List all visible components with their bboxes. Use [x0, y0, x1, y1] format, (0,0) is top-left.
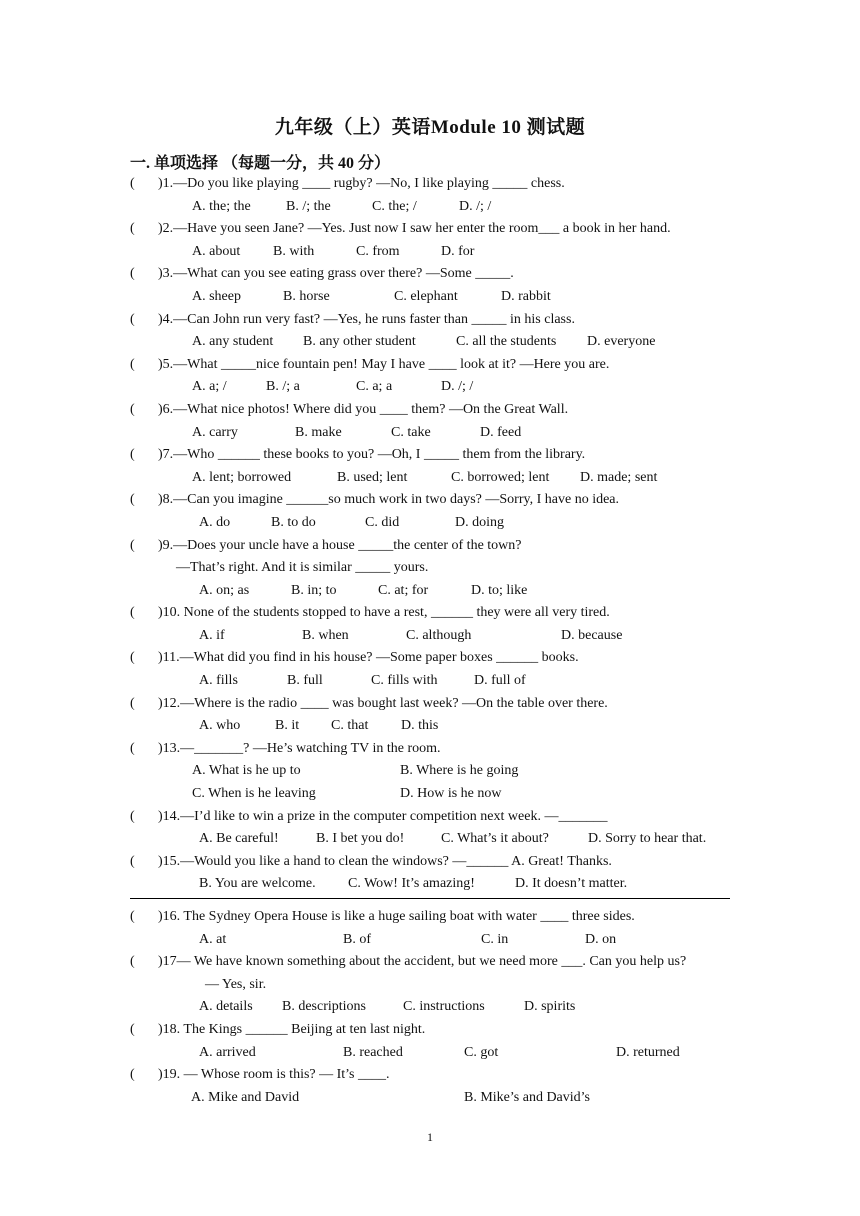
answer-blank: ( — [130, 492, 135, 508]
option: A. Mike and David — [191, 1089, 300, 1105]
option: B. of — [343, 931, 371, 947]
option: C. all the students — [456, 334, 557, 350]
answer-blank: ( — [130, 605, 135, 621]
page-title: 九年级（上）英语Module 10 测试题 — [274, 117, 586, 138]
option: D. made; sent — [580, 469, 658, 485]
question-text: )18. The Kings ______ Beijing at ten last night. — [158, 1021, 426, 1037]
option: C. elephant — [394, 288, 458, 304]
question-continuation-text: — Yes, sir. — [205, 976, 267, 992]
answer-blank: ( — [130, 176, 135, 191]
option: B. make — [295, 424, 342, 440]
question-text: )14.—I’d like to win a prize in the computer competition next week. —_______ — [158, 808, 608, 824]
option: D. to; like — [471, 582, 528, 598]
option: C. the; / — [372, 198, 417, 214]
question-text: )3.—What can you see eating grass over there? —Some _____. — [158, 266, 514, 282]
answer-blank: ( — [130, 740, 135, 756]
option: A. fills — [199, 673, 238, 689]
option: A. do — [199, 514, 231, 530]
answer-blank: ( — [130, 650, 135, 666]
option: B. /; a — [266, 379, 300, 395]
option: B. any other student — [303, 334, 416, 350]
question-text: )10. None of the students stopped to have a rest, ______ they were all very tired. — [158, 605, 610, 621]
question-continuation-text: —That’s right. And it is similar _____ yours. — [176, 560, 429, 576]
option: B. in; to — [291, 582, 337, 598]
option: D. How is he now — [400, 786, 502, 802]
option: A. sheep — [192, 288, 241, 304]
question-text: )1.—Do you like playing ____ rugby? —No, I like playing _____ chess. — [158, 176, 565, 191]
option: B. when — [302, 627, 349, 643]
options-line — [0, 1087, 860, 1110]
options-line — [0, 331, 860, 354]
option: C. at; for — [378, 582, 429, 598]
option: D. this — [401, 718, 439, 734]
option: B. used; lent — [337, 469, 408, 485]
option: B. Where is he going — [400, 763, 519, 779]
question-line — [0, 602, 860, 625]
options-line — [0, 670, 860, 693]
option: D. rabbit — [501, 288, 551, 304]
question-line — [0, 489, 860, 512]
question-line — [0, 951, 860, 974]
option: D. Sorry to hear that. — [588, 831, 707, 847]
question-text: )4.—Can John run very fast? —Yes, he runs faster than _____ in his class. — [158, 311, 575, 327]
option: A. who — [199, 718, 241, 734]
option: B. with — [273, 243, 315, 259]
question-text: )12.—Where is the radio ____ was bought last week? —On the table over there. — [158, 695, 608, 711]
question-text: )7.—Who ______ these books to you? —Oh, I _____ them from the library. — [158, 447, 586, 463]
page-number: 1 — [427, 1130, 433, 1144]
option: B. to do — [271, 514, 316, 530]
answer-blank: ( — [130, 537, 135, 553]
question-line — [0, 354, 860, 377]
option: D. because — [561, 627, 623, 643]
options-line — [0, 625, 860, 648]
option: A. Be careful! — [199, 831, 279, 847]
question-line — [0, 806, 860, 829]
question-text: )9.—Does your uncle have a house _____the center of the town? — [158, 537, 522, 553]
question-text: )6.—What nice photos! Where did you ____ them? —On the Great Wall. — [158, 401, 569, 417]
option: D. doing — [455, 514, 504, 530]
answer-blank: ( — [130, 447, 135, 463]
option: D. returned — [616, 1044, 680, 1060]
option: D. everyone — [587, 334, 656, 350]
options-line — [0, 467, 860, 490]
answer-blank: ( — [130, 909, 135, 924]
question-line — [0, 444, 860, 467]
options-line — [0, 286, 860, 309]
question-line — [0, 1019, 860, 1042]
answer-blank: ( — [130, 356, 135, 372]
question-text: )8.—Can you imagine ______so much work in two days? —Sorry, I have no idea. — [158, 492, 620, 508]
question-text: )16. The Sydney Opera House is like a huge sailing boat with water ____ three sides. — [158, 909, 635, 924]
question-line — [0, 851, 860, 874]
answer-blank: ( — [130, 1067, 135, 1083]
options-line — [0, 196, 860, 219]
option: A. lent; borrowed — [192, 469, 292, 485]
question-text: )13.—_______? —He’s watching TV in the room. — [158, 740, 441, 756]
options-line — [0, 580, 860, 603]
option: C. a; a — [356, 379, 393, 395]
option: D. /; / — [441, 379, 474, 395]
answer-blank: ( — [130, 221, 135, 237]
options-line — [0, 929, 860, 952]
answer-blank: ( — [130, 311, 135, 327]
question-text: )15.—Would you like a hand to clean the windows? —______ A. Great! Thanks. — [158, 853, 612, 869]
option: A. a; / — [192, 379, 227, 395]
question-text: )11.—What did you find in his house? —Some paper boxes ______ books. — [158, 650, 579, 666]
question-continuation — [0, 557, 860, 580]
question-line — [0, 535, 860, 558]
question-line — [0, 173, 860, 196]
question-line — [0, 399, 860, 422]
options-line — [0, 828, 860, 851]
question-line — [0, 263, 860, 286]
option: D. on — [585, 931, 617, 947]
answer-blank: ( — [130, 401, 135, 417]
section-heading: 一. 单项选择 （每题一分，共 40 分） — [130, 155, 391, 172]
question-line — [0, 218, 860, 241]
option: A. details — [199, 999, 253, 1015]
question-line — [0, 693, 860, 716]
option: C. did — [365, 514, 400, 530]
answer-blank: ( — [130, 954, 135, 970]
question-line — [0, 647, 860, 670]
options-line — [0, 422, 860, 445]
option: A. arrived — [199, 1044, 256, 1060]
answer-blank: ( — [130, 695, 135, 711]
question-line — [0, 1064, 860, 1087]
question-list — [0, 173, 860, 1109]
option: C. When is he leaving — [192, 786, 316, 802]
options-line — [0, 760, 860, 783]
option: B. reached — [343, 1044, 403, 1060]
option: C. in — [481, 931, 509, 947]
answer-blank: ( — [130, 266, 135, 282]
answer-blank: ( — [130, 853, 135, 869]
options-line — [0, 241, 860, 264]
option: B. full — [287, 673, 323, 689]
question-text: )19. — Whose room is this? — It’s ____. — [158, 1067, 390, 1083]
option: C. take — [391, 424, 431, 440]
options-line — [0, 783, 860, 806]
option: D. for — [441, 243, 475, 259]
options-line — [0, 376, 860, 399]
options-line — [0, 1042, 860, 1065]
answer-blank: ( — [130, 1021, 135, 1037]
options-line — [0, 512, 860, 535]
option: A. carry — [192, 424, 238, 440]
option: A. about — [192, 243, 241, 259]
option: C. Wow! It’s amazing! — [348, 876, 475, 892]
options-line — [0, 996, 860, 1019]
option: B. You are welcome. — [199, 876, 316, 892]
option: B. I bet you do! — [316, 831, 405, 847]
option: D. feed — [480, 424, 522, 440]
question-line — [0, 738, 860, 761]
option: A. What is he up to — [192, 763, 301, 779]
question-text: )2.—Have you seen Jane? —Yes. Just now I saw her enter the room___ a book in her hand. — [158, 221, 671, 237]
option: C. from — [356, 243, 400, 259]
option: C. fills with — [371, 673, 438, 689]
question-text: )17— We have known something about the accident, but we need more ___. Can you help us? — [158, 954, 687, 970]
option: C. borrowed; lent — [451, 469, 550, 485]
question-line — [0, 906, 860, 929]
option: C. instructions — [403, 999, 485, 1015]
answer-blank: ( — [130, 808, 135, 824]
option: D. It doesn’t matter. — [515, 876, 628, 892]
option: B. it — [275, 718, 300, 734]
option: C. got — [464, 1044, 499, 1060]
option: A. the; the — [192, 198, 251, 214]
option: C. What’s it about? — [441, 831, 549, 847]
section-divider — [0, 896, 860, 906]
option: A. any student — [192, 334, 274, 350]
options-line — [0, 715, 860, 738]
option: D. /; / — [459, 198, 492, 214]
option: B. descriptions — [282, 999, 366, 1015]
option: B. Mike’s and David’s — [464, 1089, 590, 1105]
options-line — [0, 873, 860, 896]
option: C. that — [331, 718, 369, 734]
option: D. full of — [474, 673, 526, 689]
question-text: )5.—What _____nice fountain pen! May I have ____ look at it? —Here you are. — [158, 356, 610, 372]
option: B. horse — [283, 288, 330, 304]
option: A. at — [199, 931, 227, 947]
option: D. spirits — [524, 999, 576, 1015]
option: C. although — [406, 627, 472, 643]
option: A. on; as — [199, 582, 250, 598]
option: B. /; the — [286, 198, 331, 214]
option: A. if — [199, 627, 225, 643]
question-line — [0, 309, 860, 332]
question-continuation — [0, 974, 860, 997]
